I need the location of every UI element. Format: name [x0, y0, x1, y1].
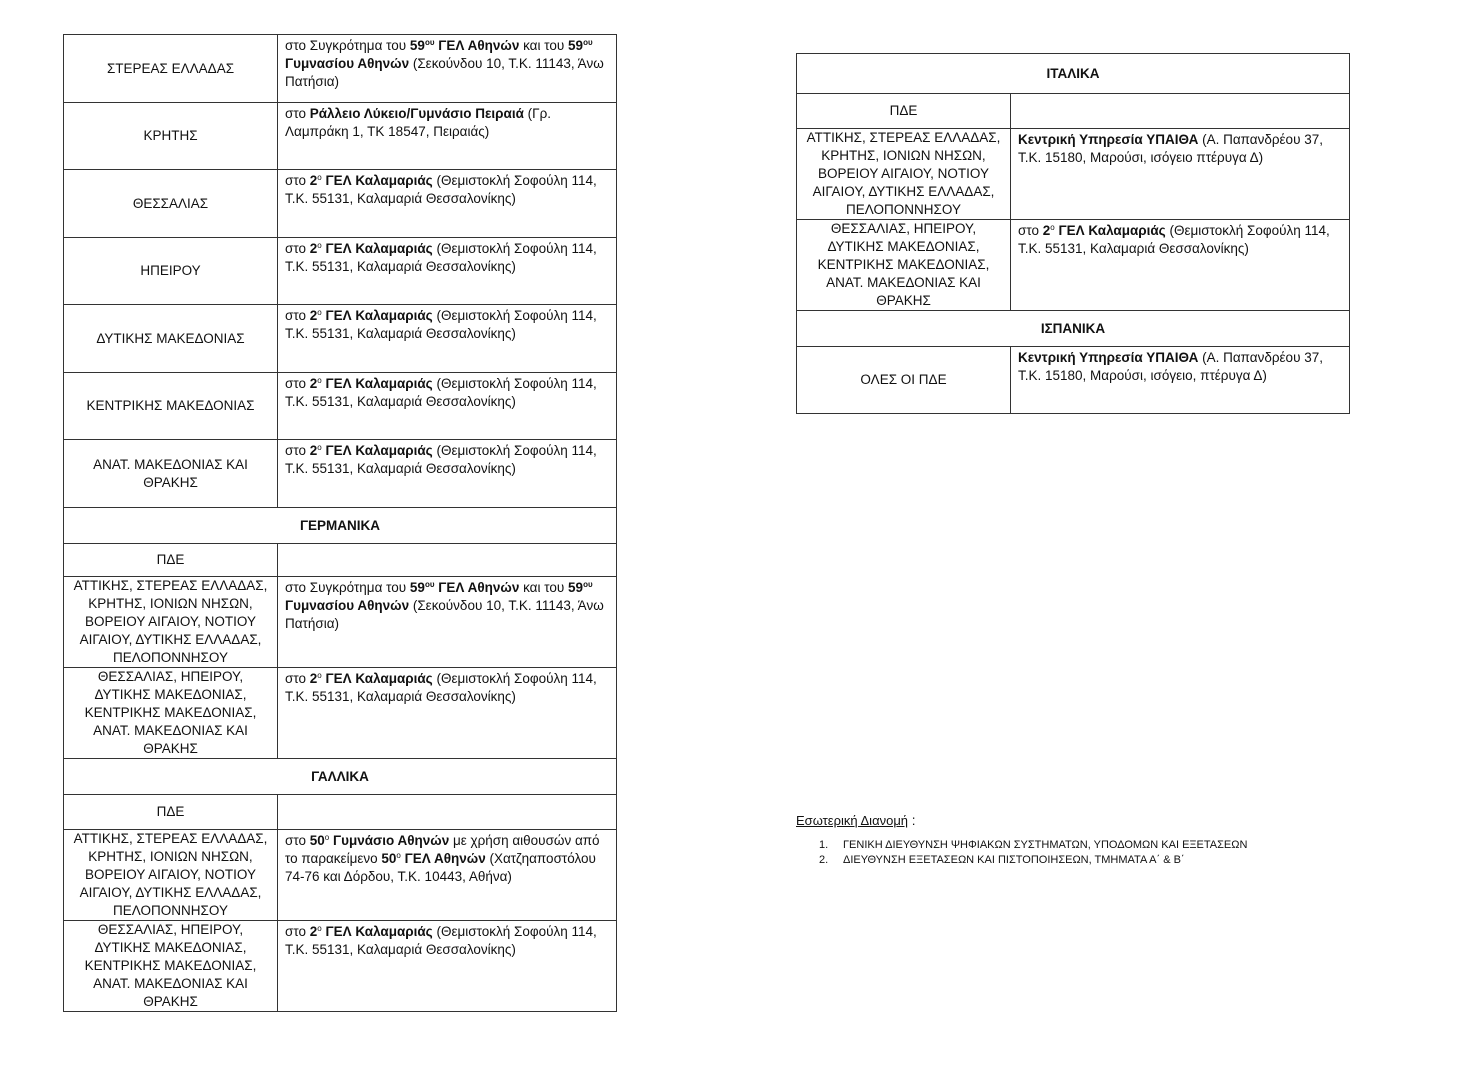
region-cell: ΚΡΗΤΗΣ [64, 103, 278, 170]
table-row [64, 577, 617, 668]
section-title: ΙΤΑΛΙΚΑ [797, 54, 1350, 94]
ordinal-suffix: ο [317, 671, 322, 680]
region-cell: ΗΠΕΙΡΟΥ [64, 238, 278, 305]
bold-text: 50 [309, 833, 325, 848]
bold-text: 59 [409, 580, 425, 595]
region-cell: ΣΤΕΡΕΑΣ ΕΛΛΑΔΑΣ [64, 35, 278, 103]
bold-text: 2 [309, 308, 318, 323]
exam-center-address-cell [278, 668, 617, 759]
text-segment: (Θεμιστοκλή Σοφούλη 114, Τ.Κ. 55131, Καλαμαριά Θεσσαλονίκης) [285, 443, 597, 476]
ordinal-suffix: ο [317, 443, 322, 452]
text-segment: (Θεμιστοκλή Σοφούλη 114, Τ.Κ. 55131, Καλαμαριά Θεσσαλονίκης) [1018, 223, 1330, 256]
ordinal-suffix: ο [317, 376, 322, 385]
ordinal-suffix: ου [583, 580, 593, 589]
text-segment: (Θεμιστοκλή Σοφούλη 114, Τ.Κ. 55131, Καλαμαριά Θεσσαλονίκης) [285, 241, 597, 274]
bold-text: ΓΕΛ Καλαμαριάς [321, 173, 433, 188]
region-cell: ΑΝΑΤ. ΜΑΚΕΔΟΝΙΑΣ ΚΑΙ ΘΡΑΚΗΣ [64, 440, 278, 508]
column-header-row [797, 94, 1350, 129]
section-header-row [64, 508, 617, 544]
exam-center-address-cell [1011, 220, 1350, 311]
text-segment: στο [285, 443, 310, 458]
distribution-item-number: 1. [819, 839, 829, 851]
bold-text: 59 [568, 38, 584, 53]
text-segment: στο [285, 173, 310, 188]
ordinal-suffix: ο [317, 173, 322, 182]
table-row [64, 103, 617, 170]
table-row [797, 347, 1350, 414]
bold-text: ΓΕΛ Αθηνών [400, 851, 486, 866]
ordinal-suffix: ο [396, 851, 401, 860]
ordinal-suffix: ο [317, 924, 322, 933]
text-segment: στο [285, 376, 310, 391]
ordinal-suffix: ο [317, 308, 322, 317]
bold-text: ΓΕΛ Αθηνών [434, 580, 520, 595]
table-row [64, 921, 617, 1012]
text-segment: (Θεμιστοκλή Σοφούλη 114, Τ.Κ. 55131, Καλαμαριά Θεσσαλονίκης) [285, 924, 597, 957]
region-cell: ΘΕΣΣΑΛΙΑΣ, ΗΠΕΙΡΟΥ, ΔΥΤΙΚΗΣ ΜΑΚΕΔΟΝΙΑΣ, ΚΕΝΤΡΙΚΗΣ ΜΑΚΕΔΟΝΙΑΣ, ΑΝΑΤ. ΜΑΚΕΔΟΝΙΑΣ ΚΑΙ ΘΡΑΚΗΣ [64, 921, 278, 1012]
table-row [797, 129, 1350, 220]
text-segment: (Α. Παπανδρέου 37, Τ.Κ. 15180, Μαρούσι, ισόγειο πτέρυγα Δ) [1018, 132, 1323, 165]
bold-text: ΓΕΛ Καλαμαριάς [321, 924, 433, 939]
table-row [797, 220, 1350, 311]
ordinal-suffix: ο [1050, 223, 1055, 232]
ordinal-suffix: ου [424, 580, 435, 589]
bold-text: 59 [409, 38, 425, 53]
address-column-header [278, 795, 617, 830]
text-segment: με χρήση αιθουσών από το παρακείμενο [285, 833, 600, 866]
bold-text: 50 [381, 851, 397, 866]
region-cell: ΘΕΣΣΑΛΙΑΣ [64, 170, 278, 238]
region-cell: ΔΥΤΙΚΗΣ ΜΑΚΕΔΟΝΙΑΣ [64, 305, 278, 373]
internal-distribution [796, 812, 1247, 868]
text-segment: (Χατζηαποστόλου 74-76 και Δόρδου, Τ.Κ. 10443, Αθήνα) [285, 851, 596, 884]
text-segment: (Θεμιστοκλή Σοφούλη 114, Τ.Κ. 55131, Καλαμαριά Θεσσαλονίκης) [285, 308, 597, 341]
exam-center-address-cell [278, 305, 617, 373]
distribution-heading [796, 812, 1247, 830]
exam-center-address-cell [278, 35, 617, 103]
region-cell: ΑΤΤΙΚΗΣ, ΣΤΕΡΕΑΣ ΕΛΛΑΔΑΣ, ΚΡΗΤΗΣ, ΙΟΝΙΩΝ ΝΗΣΩΝ, ΒΟΡΕΙΟΥ ΑΙΓΑΙΟΥ, ΝΟΤΙΟΥ ΑΙΓΑΙΟΥ, ΔΥΤΙΚΗΣ ΕΛΛΑΔΑΣ, ΠΕΛΟΠΟΝΝΗΣΟΥ [64, 577, 278, 668]
bold-text: ΓΕΛ Καλαμαριάς [321, 241, 433, 256]
distribution-item-text: ΓΕΝΙΚΗ ΔΙΕΥΘΥΝΣΗ ΨΗΦΙΑΚΩΝ ΣΥΣΤΗΜΑΤΩΝ, ΥΠΟΔΟΜΩΝ ΚΑΙ ΕΞΕΤΑΣΕΩΝ [843, 839, 1248, 851]
text-segment: (Α. Παπανδρέου 37, Τ.Κ. 15180, Μαρούσι, ισόγειο, πτέρυγα Δ) [1018, 350, 1323, 383]
distribution-item [796, 853, 1247, 868]
bold-text: ΓΕΛ Αθηνών [434, 38, 520, 53]
bold-text: 2 [309, 443, 318, 458]
text-segment: (Θεμιστοκλή Σοφούλη 114, Τ.Κ. 55131, Καλαμαριά Θεσσαλονίκης) [285, 671, 597, 704]
column-header-row [64, 544, 617, 577]
text-segment: στο [285, 308, 310, 323]
text-segment: και του [519, 38, 569, 53]
text-segment: στο [285, 833, 310, 848]
text-segment: στο [285, 671, 310, 686]
exam-center-address-cell [278, 373, 617, 440]
text-segment: (Θεμιστοκλή Σοφούλη 114, Τ.Κ. 55131, Καλαμαριά Θεσσαλονίκης) [285, 173, 597, 206]
bold-text: ΓΕΛ Καλαμαριάς [321, 308, 433, 323]
section-header-row [797, 54, 1350, 94]
section-title: ΙΣΠΑΝΙΚΑ [797, 311, 1350, 347]
exam-center-address-cell [1011, 347, 1350, 414]
right-exam-centers-table [796, 53, 1350, 414]
exam-center-address-cell [278, 921, 617, 1012]
ordinal-suffix: ου [583, 38, 593, 47]
distribution-title-suffix: : [908, 813, 916, 828]
distribution-item-number: 2. [819, 854, 829, 866]
bold-text: 2 [309, 173, 318, 188]
pde-column-header: ΠΔΕ [64, 544, 278, 577]
column-header-row [64, 795, 617, 830]
section-title: ΓΑΛΛΙΚΑ [64, 759, 617, 795]
text-segment: (Γρ. Λαμπράκη 1, ΤΚ 18547, Πειραιάς) [285, 106, 552, 139]
section-title: ΓΕΡΜΑΝΙΚΑ [64, 508, 617, 544]
ordinal-suffix: ου [424, 38, 435, 47]
region-cell: ΚΕΝΤΡΙΚΗΣ ΜΑΚΕΔΟΝΙΑΣ [64, 373, 278, 440]
bold-text: Κεντρική Υπηρεσία ΥΠΑΙΘΑ [1018, 350, 1199, 365]
table-row [64, 668, 617, 759]
region-cell: ΟΛΕΣ ΟΙ ΠΔΕ [797, 347, 1011, 414]
exam-center-address-cell [1011, 129, 1350, 220]
text-segment: στο Συγκρότημα του [285, 580, 410, 595]
bold-text: ΓΕΛ Καλαμαριάς [321, 443, 433, 458]
address-column-header [278, 544, 617, 577]
exam-center-address-cell [278, 103, 617, 170]
exam-center-address-cell [278, 830, 617, 921]
ordinal-suffix: ο [317, 241, 322, 250]
bold-text: 2 [309, 241, 318, 256]
section-header-row [797, 311, 1350, 347]
region-cell: ΑΤΤΙΚΗΣ, ΣΤΕΡΕΑΣ ΕΛΛΑΔΑΣ, ΚΡΗΤΗΣ, ΙΟΝΙΩΝ ΝΗΣΩΝ, ΒΟΡΕΙΟΥ ΑΙΓΑΙΟΥ, ΝΟΤΙΟΥ ΑΙΓΑΙΟΥ, ΔΥΤΙΚΗΣ ΕΛΛΑΔΑΣ, ΠΕΛΟΠΟΝΝΗΣΟΥ [64, 830, 278, 921]
region-cell: ΘΕΣΣΑΛΙΑΣ, ΗΠΕΙΡΟΥ, ΔΥΤΙΚΗΣ ΜΑΚΕΔΟΝΙΑΣ, ΚΕΝΤΡΙΚΗΣ ΜΑΚΕΔΟΝΙΑΣ, ΑΝΑΤ. ΜΑΚΕΔΟΝΙΑΣ ΚΑΙ ΘΡΑΚΗΣ [64, 668, 278, 759]
text-segment: στο [1018, 223, 1043, 238]
table-row [64, 440, 617, 508]
text-segment: στο [285, 924, 310, 939]
left-exam-centers-table [63, 34, 617, 1012]
text-segment: (Θεμιστοκλή Σοφούλη 114, Τ.Κ. 55131, Καλαμαριά Θεσσαλονίκης) [285, 376, 597, 409]
text-segment: στο [285, 241, 310, 256]
table-row [64, 830, 617, 921]
bold-text: 2 [309, 376, 318, 391]
text-segment: (Σεκούνδου 10, Τ.Κ. 11143, Άνω Πατήσια) [285, 598, 604, 631]
ordinal-suffix: ο [324, 833, 330, 842]
bold-text: 2 [309, 671, 318, 686]
right-table-body [797, 54, 1350, 414]
bold-text: 2 [1042, 223, 1051, 238]
table-row [64, 35, 617, 103]
bold-text: 2 [309, 924, 318, 939]
bold-text: Γυμνασίου Αθηνών [285, 598, 410, 613]
text-segment: (Σεκούνδου 10, Τ.Κ. 11143, Άνω Πατήσια) [285, 56, 604, 89]
distribution-list [796, 838, 1247, 868]
table-row [64, 170, 617, 238]
bold-text: ΓΕΛ Καλαμαριάς [1054, 223, 1166, 238]
bold-text: Ράλλειο Λύκειο/Γυμνάσιο Πειραιά [309, 106, 524, 121]
distribution-title: Εσωτερική Διανομή [796, 813, 909, 828]
table-row [64, 238, 617, 305]
region-cell: ΑΤΤΙΚΗΣ, ΣΤΕΡΕΑΣ ΕΛΛΑΔΑΣ, ΚΡΗΤΗΣ, ΙΟΝΙΩΝ ΝΗΣΩΝ, ΒΟΡΕΙΟΥ ΑΙΓΑΙΟΥ, ΝΟΤΙΟΥ ΑΙΓΑΙΟΥ, ΔΥΤΙΚΗΣ ΕΛΛΑΔΑΣ, ΠΕΛΟΠΟΝΝΗΣΟΥ [797, 129, 1011, 220]
bold-text: 59 [568, 580, 584, 595]
address-column-header [1011, 94, 1350, 129]
bold-text: Κεντρική Υπηρεσία ΥΠΑΙΘΑ [1018, 132, 1199, 147]
section-header-row [64, 759, 617, 795]
exam-center-address-cell [278, 440, 617, 508]
pde-column-header: ΠΔΕ [797, 94, 1011, 129]
left-table-body [64, 35, 617, 1012]
pde-column-header: ΠΔΕ [64, 795, 278, 830]
bold-text: Γυμνασίου Αθηνών [285, 56, 410, 71]
table-row [64, 373, 617, 440]
text-segment: και του [519, 580, 569, 595]
text-segment: στο Συγκρότημα του [285, 38, 410, 53]
bold-text: ΓΕΛ Καλαμαριάς [321, 671, 433, 686]
exam-center-address-cell [278, 577, 617, 668]
region-cell: ΘΕΣΣΑΛΙΑΣ, ΗΠΕΙΡΟΥ, ΔΥΤΙΚΗΣ ΜΑΚΕΔΟΝΙΑΣ, ΚΕΝΤΡΙΚΗΣ ΜΑΚΕΔΟΝΙΑΣ, ΑΝΑΤ. ΜΑΚΕΔΟΝΙΑΣ ΚΑΙ ΘΡΑΚΗΣ [797, 220, 1011, 311]
exam-center-address-cell [278, 170, 617, 238]
text-segment: στο [285, 106, 310, 121]
table-row [64, 305, 617, 373]
exam-center-address-cell [278, 238, 617, 305]
distribution-item [796, 838, 1247, 853]
distribution-item-text: ΔΙΕΥΘΥΝΣΗ ΕΞΕΤΑΣΕΩΝ ΚΑΙ ΠΙΣΤΟΠΟΙΗΣΕΩΝ, ΤΜΗΜΑΤΑ Α΄ & Β΄ [843, 854, 1185, 866]
bold-text: Γυμνάσιο Αθηνών [329, 833, 450, 848]
bold-text: ΓΕΛ Καλαμαριάς [321, 376, 433, 391]
